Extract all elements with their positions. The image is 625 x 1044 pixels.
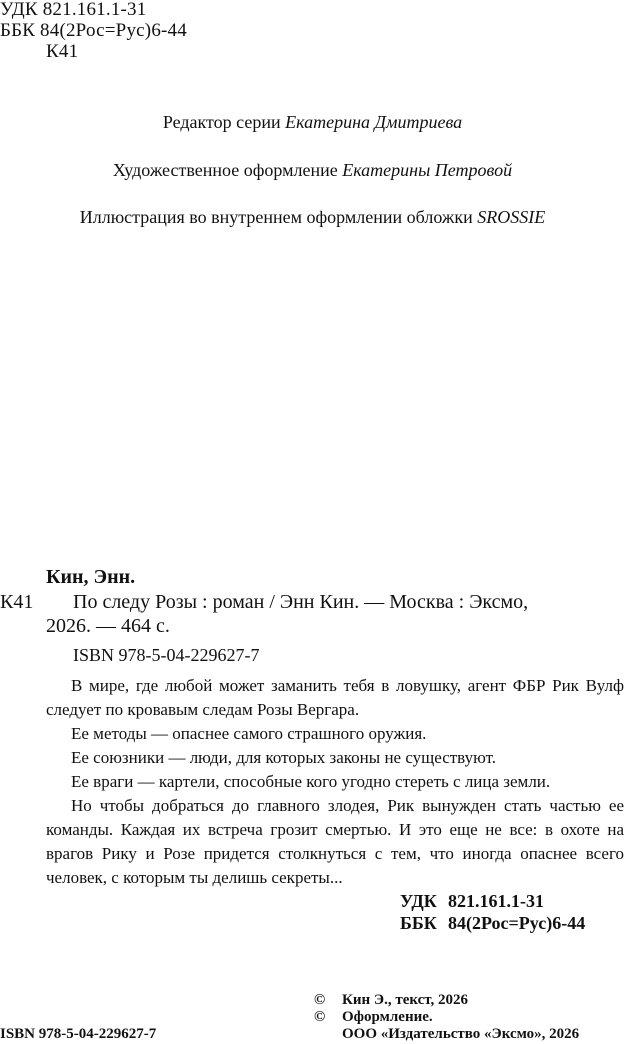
bbk-header: ББК 84(2Рос=Рус)6-44: [0, 20, 187, 41]
biblio-title-line1: По следу Розы : роман / Энн Кин. — Москва : Эксмо,: [73, 591, 529, 613]
copyright-line: Оформление.: [342, 1009, 433, 1025]
bbk-value: 84(2Рос=Рус)6-44: [448, 913, 586, 933]
annotation-paragraph: В мире, где любой может заманить тебя в ловушку, агент ФБР Рик Вулф следует по кровавым следам Розы Вергара.: [46, 676, 624, 719]
illustration-credit: [0, 207, 625, 228]
biblio-mark: К41: [0, 591, 34, 613]
copyright-line: Кин Э., текст, 2026: [342, 992, 469, 1008]
bbk-code: [400, 912, 585, 934]
series-editor-credit: [0, 112, 625, 133]
credit-name: Екатерины Петровой: [342, 160, 513, 180]
footer-isbn: ISBN 978-5-04-229627-7: [0, 1026, 157, 1042]
annotation: [46, 674, 624, 890]
annotation-paragraph: Ее враги — картели, способные кого угодно стереть с лица земли.: [71, 772, 551, 791]
credit-name: SROSSIE: [477, 207, 546, 227]
annotation-paragraph: Ее методы — опаснее самого страшного оружия.: [71, 724, 427, 743]
copyright-text: [314, 992, 468, 1009]
annotation-paragraph: Но чтобы добраться до главного злодея, Рик вынужден стать частью ее команды. Каждая их встреча грозит смертью. И это еще не все: в охоте на врагов Рику и Розе придется столкнуться с тем, что иногда опаснее всего человек, с которым ты делишь секреты...: [46, 796, 624, 887]
author-mark-header: К41: [46, 41, 79, 62]
biblio-isbn: ISBN 978-5-04-229627-7: [73, 645, 260, 665]
udk-header: УДК 821.161.1-31: [0, 0, 147, 20]
credit-role: Редактор серии: [162, 112, 281, 132]
biblio-title-line2: 2026. — 464 с.: [46, 615, 170, 637]
copyright-symbol: ©: [314, 1009, 326, 1025]
udk-label: УДК: [400, 891, 437, 911]
bbk-label: ББК: [400, 913, 437, 933]
art-design-credit: [0, 160, 625, 181]
udk-value: 821.161.1-31: [448, 891, 544, 911]
credit-role: Художественное оформление: [112, 160, 338, 180]
udk-code: [400, 890, 544, 912]
credit-name: Екатерина Дмитриева: [285, 112, 463, 132]
annotation-paragraph: Ее союзники — люди, для которых законы не существуют.: [71, 748, 497, 767]
copyright-design: [314, 1009, 433, 1026]
credit-role: Иллюстрация во внутреннем оформлении обложки: [79, 207, 473, 227]
biblio-author: Кин, Энн.: [46, 566, 136, 588]
copyright-publisher: ООО «Издательство «Эксмо», 2026: [342, 1026, 580, 1042]
copyright-symbol: ©: [314, 992, 326, 1008]
